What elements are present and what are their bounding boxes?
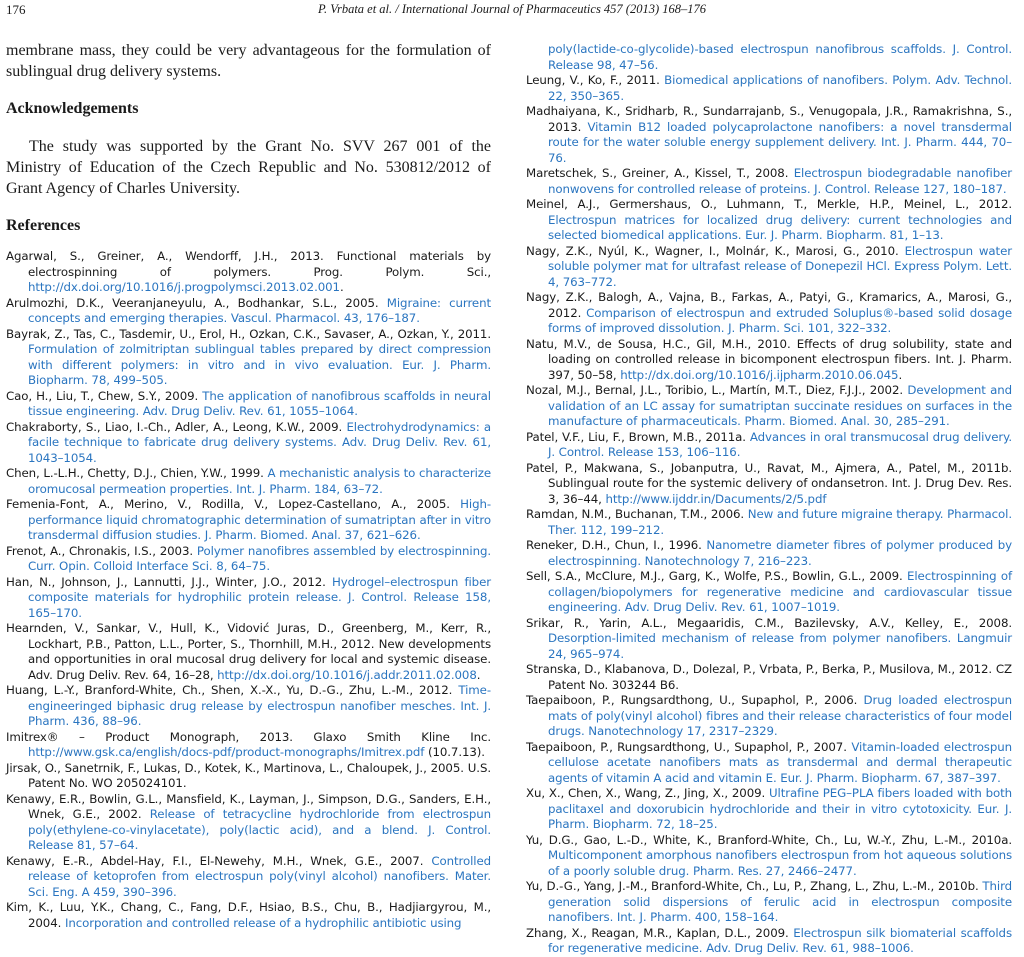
reference-item [526, 538, 1012, 569]
reference-link[interactable]: High-performance liquid chromatographic determination of sumatriptan after in vitro transdermal diffusion studies. J. Pharm. Biomed. Anal. 37, 621–626. [28, 497, 491, 542]
reference-link[interactable]: Electrospun matrices for localized drug delivery: current technologies and selected biomedical applications. Eur. J. Pharm. Biopharm. 81, 1–13. [548, 212, 1012, 242]
reference-text: Srikar, R., Yarin, A.L., Megaaridis, C.M., Bazilevsky, A.V., Kelley, E., 2008. [526, 615, 1012, 630]
reference-text: Imitrex® – Product Monograph, 2013. Glaxo Smith Kline Inc. [6, 729, 491, 744]
reference-item [6, 900, 491, 931]
reference-item [526, 430, 1012, 461]
reference-text: Nagy, Z.K., Balogh, A., Vajna, B., Farkas, A., Patyi, G., Kramarics, A., Marosi, G., 2012. [526, 290, 1012, 320]
reference-link[interactable]: Electrohydrodynamics: a facile technique to fabricate drug delivery systems. Adv. Drug Deliv. Rev. 61, 1043–1054. [28, 419, 491, 465]
reference-text: Yu, D.G., Gao, L.-D., White, K., Branford-White, Ch., Lu, W.-Y., Zhu, L.-M., 2010a. [526, 832, 1012, 847]
reference-item [526, 290, 1012, 337]
reference-item [526, 337, 1012, 384]
reference-text: Patel, P., Makwana, S., Jobanputra, U., Ravat, M., Ajmera, A., Patel, M., 2011b. Sublingual route for the systemic delivery of ondansetron. Int. J. Drug Dev. Res. 3, 36–44, [526, 460, 1012, 506]
reference-text: Bayrak, Z., Tas, C., Tasdemir, U., Erol, H., Ozkan, C.K., Savaser, A., Ozkan, Y., 2011. [6, 326, 491, 341]
left-column [6, 40, 491, 931]
reference-text: Nozal, M.J., Bernal, J.L., Toribio, L., Martín, M.T., Diez, F.J.J., 2002. [526, 383, 908, 397]
right-column [526, 42, 1012, 957]
reference-link[interactable]: Polymer nanofibres assembled by electrospinning. Curr. Opin. Colloid Interface Sci. 8, 64–75. [28, 543, 491, 573]
reference-tail: . [898, 367, 903, 382]
reference-item [526, 507, 1012, 538]
reference-link[interactable]: http://www.ijddr.in/Dacuments/2/5.pdf [605, 491, 827, 506]
reference-link[interactable]: Nanometre diameter fibres of polymer produced by electrospinning. Nanotechnology 7, 216–223. [548, 538, 1012, 568]
reference-text: Taepaiboon, P., Rungsardthong, U., Supaphol, P., 2006. [526, 693, 864, 707]
reference-link[interactable]: http://dx.doi.org/10.1016/j.progpolymsci.2013.02.001 [28, 280, 340, 294]
reference-text: Madhaiyana, K., Sridharb, R., Sundarrajanb, S., Venugopala, J.R., Ramakrishna, S., 2013. [526, 104, 1012, 134]
reference-link[interactable]: Vitamin-loaded electrospun cellulose acetate nanofibers mats as transdermal and dermal therapeutic agents of vitamin A acid and vitamin E. Eur. J. Pharm. Biopharm. 67, 387–397. [548, 739, 1012, 785]
reference-link[interactable]: Vitamin B12 loaded polycaprolactone nanofibers: a novel transdermal route for the water soluble energy supplement delivery. Int. J. Pharm. 444, 70–76. [548, 119, 1012, 165]
reference-text: Kim, K., Luu, Y.K., Chang, C., Fang, D.F., Hsiao, B.S., Chu, B., Hadjiargyrou, M., 2004. [6, 900, 491, 930]
reference-text: Reneker, D.H., Chun, I., 1996. [526, 538, 707, 552]
reference-text: Chakraborty, S., Liao, I.-Ch., Adler, A., Leong, K.W., 2009. [6, 419, 347, 434]
reference-link[interactable]: Release of tetracycline hydrochloride from electrospun poly(ethylene-co-vinylacetate), poly(lactic acid), and a blend. J. Control. Release 81, 57–64. [28, 807, 491, 852]
reference-link[interactable]: Third generation solid dispersions of ferulic acid in electrospun composite nanofibers. Int. J. Pharm. 400, 158–164. [548, 879, 1012, 924]
reference-link[interactable]: New and future migraine therapy. Pharmacol. Ther. 112, 199–212. [548, 507, 1012, 537]
references-heading: References [6, 217, 81, 234]
reference-text: Kenawy, E.R., Bowlin, G.L., Mansfield, K., Layman, J., Simpson, D.G., Sanders, E.H., Wnek, G.E., 2002. [6, 791, 491, 821]
reference-text: Patel, V.F., Liu, F., Brown, M.B., 2011a. [526, 429, 750, 444]
reference-item [526, 73, 1012, 104]
reference-text: Huang, L.-Y., Branford-White, Ch., Shen, X.-X., Yu, D.-G., Zhu, L.-M., 2012. [6, 683, 459, 697]
reference-item [6, 575, 491, 622]
reference-tail: . [339, 280, 344, 294]
reference-text: Taepaiboon, P., Rungsardthong, U., Supaphol, P., 2007. [526, 739, 852, 754]
reference-tail: . [476, 667, 481, 682]
reference-text: Zhang, X., Reagan, M.R., Kaplan, D.L., 2009. [526, 925, 794, 940]
reference-link[interactable]: The application of nanofibrous scaffolds in neural tissue engineering. Adv. Drug Deliv. Rev. 61, 1055–1064. [28, 388, 491, 418]
reference-text: Han, N., Johnson, J., Lannutti, J.J., Winter, J.O., 2012. [6, 574, 332, 589]
reference-item [526, 662, 1012, 693]
reference-text: Yu, D.-G., Yang, J.-M., Branford-White, Ch., Lu, P., Zhang, L., Zhu, L.-M., 2010b. [526, 879, 983, 893]
reference-text: Chen, L.-L.H., Chetty, D.J., Chien, Y.W., 1999. [6, 466, 268, 480]
reference-item [526, 166, 1012, 197]
reference-link[interactable]: Controlled release of ketoprofen from electrospun poly(vinyl alcohol) nanofibers. Mater. Sci. Eng. A 459, 390–396. [28, 853, 491, 899]
reference-text: Hearnden, V., Sankar, V., Hull, K., Vidović Juras, D., Greenberg, M., Kerr, R., Lockhart, P.B., Patton, L.L., Porter, S., Thornhill, M.H., 2012. New developments and opportunities in oral mucosal drug delivery for local and systemic disease. Adv. Drug Deliv. Rev. 64, 16–28, [6, 621, 491, 682]
reference-item [6, 761, 491, 792]
reference-link[interactable]: Time-engineeringed biphasic drug release by electrospun nanofiber mesches. Int. J. Pharm. 436, 88–96. [28, 683, 491, 728]
reference-text: Stranska, D., Klabanova, D., Dolezal, P., Vrbata, P., Berka, P., Musilova, M., 2012. CZ Patent No. 303244 B6. [526, 662, 1012, 692]
reference-item [526, 461, 1012, 508]
reference-link[interactable]: Comparison of electrospun and extruded Soluplus®-based solid dosage forms of improved dissolution. J. Pharm. Sci. 101, 322–332. [548, 305, 1012, 335]
reference-list-right [526, 42, 1012, 957]
reference-link[interactable]: poly(lactide-co-glycolide)-based electrospun nanofibrous scaffolds. J. Control. Release 98, 47–56. [548, 42, 1012, 72]
reference-text: Frenot, A., Chronakis, I.S., 2003. [6, 543, 197, 558]
page-number: 176 [6, 2, 26, 17]
reference-item [6, 296, 491, 327]
reference-link[interactable]: http://www.gsk.ca/english/docs-pdf/product-monographs/Imitrex.pdf [28, 745, 425, 759]
reference-item [6, 544, 491, 575]
reference-text: Nagy, Z.K., Nyúl, K., Wagner, I., Molnár, K., Marosi, G., 2010. [526, 243, 905, 258]
reference-text: Ramdan, N.M., Buchanan, T.M., 2006. [526, 507, 748, 521]
reference-item [526, 879, 1012, 926]
reference-link[interactable]: Electrospun biodegradable nanofiber nonwovens for controlled release of proteins. J. Control. Release 127, 180–187. [548, 166, 1012, 196]
reference-link[interactable]: Ultrafine PEG–PLA fibers loaded with both paclitaxel and doxorubicin hydrochloride and their in vitro cytotoxicity. Eur. J. Pharm. Biopharm. 72, 18–25. [548, 786, 1012, 831]
reference-item [526, 693, 1012, 740]
reference-link[interactable]: Desorption-limited mechanism of release from polymer nanofibers. Langmuir 24, 965–974. [548, 631, 1012, 661]
reference-text: Kenawy, E.-R., Abdel-Hay, F.I., El-Newehy, M.H., Wnek, G.E., 2007. [6, 853, 432, 868]
page-header [0, 2, 1024, 22]
reference-link[interactable]: Hydrogel–electrospun fiber composite materials for hydrophilic protein release. J. Control. Release 158, 165–170. [28, 574, 491, 620]
reference-link[interactable]: http://dx.doi.org/10.1016/j.addr.2011.02.008 [217, 667, 477, 682]
reference-link[interactable]: Migraine: current concepts and emerging therapies. Vascul. Pharmacol. 43, 176–187. [28, 295, 491, 325]
reference-item [526, 740, 1012, 787]
reference-item [526, 42, 1012, 73]
reference-item [526, 833, 1012, 880]
intro-paragraph: membrane mass, they could be very advantageous for the formulation of sublingual drug delivery systems. [6, 42, 491, 80]
reference-item [526, 616, 1012, 663]
reference-item [6, 854, 491, 901]
reference-item [6, 420, 491, 467]
reference-link[interactable]: Formulation of zolmitriptan sublingual tables prepared by direct compression with different polymers: in vitro and in vivo evaluation. Eur. J. Pharm. Biopharm. 78, 499–505. [28, 342, 491, 387]
reference-link[interactable]: Advances in oral transmucosal drug delivery. J. Control. Release 153, 106–116. [548, 429, 1012, 459]
reference-link[interactable]: Multicomponent amorphous nanofibers electrospun from hot aqueous solutions of a poorly soluble drug. Pharm. Res. 27, 2466–2477. [548, 848, 1012, 878]
reference-text: Jirsak, O., Sanetrnik, F., Lukas, D., Kotek, K., Martinova, L., Chaloupek, J., 2005. U.S. Patent No. WO 205024101. [6, 760, 491, 790]
reference-text: Xu, X., Chen, X., Wang, Z., Jing, X., 2009. [526, 786, 769, 800]
reference-text: Cao, H., Liu, T., Chew, S.Y., 2009. [6, 388, 203, 403]
reference-item [6, 792, 491, 854]
reference-link[interactable]: Electrospinning of collagen/biopolymers for regenerative medicine and cardiovascular tissue engineering. Adv. Drug Deliv. Rev. 61, 1007–1019. [548, 569, 1013, 614]
acknowledgements-heading: Acknowledgements [6, 100, 139, 117]
reference-link[interactable]: Electrospun silk biomaterial scaffolds for regenerative medicine. Adv. Drug Deliv. Rev. 61, 988–1006. [548, 925, 1012, 955]
reference-tail: (10.7.13). [424, 745, 485, 759]
reference-item [526, 786, 1012, 833]
reference-list-left [6, 249, 491, 931]
reference-item [6, 683, 491, 730]
reference-item [526, 244, 1012, 291]
reference-item [526, 197, 1012, 244]
reference-item [526, 383, 1012, 430]
reference-link[interactable]: Biomedical applications of nanofibers. Polym. Adv. Technol. 22, 350–365. [548, 73, 1012, 103]
reference-text: Meinel, A.J., Germershaus, O., Luhmann, T., Merkle, H.P., Meinel, L., 2012. [526, 197, 1012, 211]
reference-item [526, 569, 1012, 616]
reference-link[interactable]: Development and validation of an LC assay for sumatriptan succinate residues on surfaces in the manufacture of pharmaceuticals. Pharm. Biomed. Anal. 30, 285–291. [548, 383, 1012, 428]
reference-text: Femenia-Font, A., Merino, V., Rodilla, V., Lopez-Castellano, A., 2005. [6, 497, 461, 511]
reference-item [6, 621, 491, 683]
reference-item [6, 389, 491, 420]
reference-text: Arulmozhi, D.K., Veeranjaneyulu, A., Bodhankar, S.L., 2005. [6, 295, 387, 310]
reference-item [526, 104, 1012, 166]
reference-item [6, 249, 491, 296]
reference-text: Maretschek, S., Greiner, A., Kissel, T., 2008. [526, 166, 794, 180]
reference-link[interactable]: Drug loaded electrospun mats of poly(vinyl alcohol) fibres and their release characteristics of four model drugs. Nanotechnology 17, 2317–2329. [548, 693, 1013, 738]
reference-text: Natu, M.V., de Sousa, H.C., Gil, M.H., 2010. Effects of drug solubility, state and loading on controlled release in bicomponent electrospun fibers. Int. J. Pharm. 397, 50–58, [526, 336, 1012, 382]
reference-item [6, 497, 491, 544]
acknowledgements-paragraph: The study was supported by the Grant No. SVV 267 001 of the Ministry of Education of the Czech Republic and No. 530812/2012 of Grant Agency of Charles University. [6, 138, 491, 197]
reference-item [526, 926, 1012, 957]
reference-link[interactable]: http://dx.doi.org/10.1016/j.ijpharm.2010.06.045 [620, 367, 899, 382]
reference-item [6, 466, 491, 497]
reference-text: Sell, S.A., McClure, M.J., Garg, K., Wolfe, P.S., Bowlin, G.L., 2009. [526, 569, 907, 583]
running-title: P. Vrbata et al. / International Journal of Pharmaceutics 457 (2013) 168–176 [317, 2, 707, 16]
reference-text: Agarwal, S., Greiner, A., Wendorff, J.H., 2013. Functional materials by electrospinning of polymers. Prog. Polym. Sci., [6, 249, 491, 279]
reference-item [6, 730, 491, 761]
reference-link[interactable]: Incorporation and controlled release of a hydrophilic antibiotic using [64, 915, 462, 930]
reference-link[interactable]: A mechanistic analysis to characterize oromucosal permeation properties. Int. J. Pharm. 184, 63–72. [28, 466, 491, 496]
reference-link[interactable]: Electrospun water soluble polymer mat for ultrafast release of Donepezil HCl. Express Polym. Lett. 4, 763–772. [548, 243, 1012, 289]
reference-text: Leung, V., Ko, F., 2011. [526, 73, 665, 87]
reference-item [6, 327, 491, 389]
